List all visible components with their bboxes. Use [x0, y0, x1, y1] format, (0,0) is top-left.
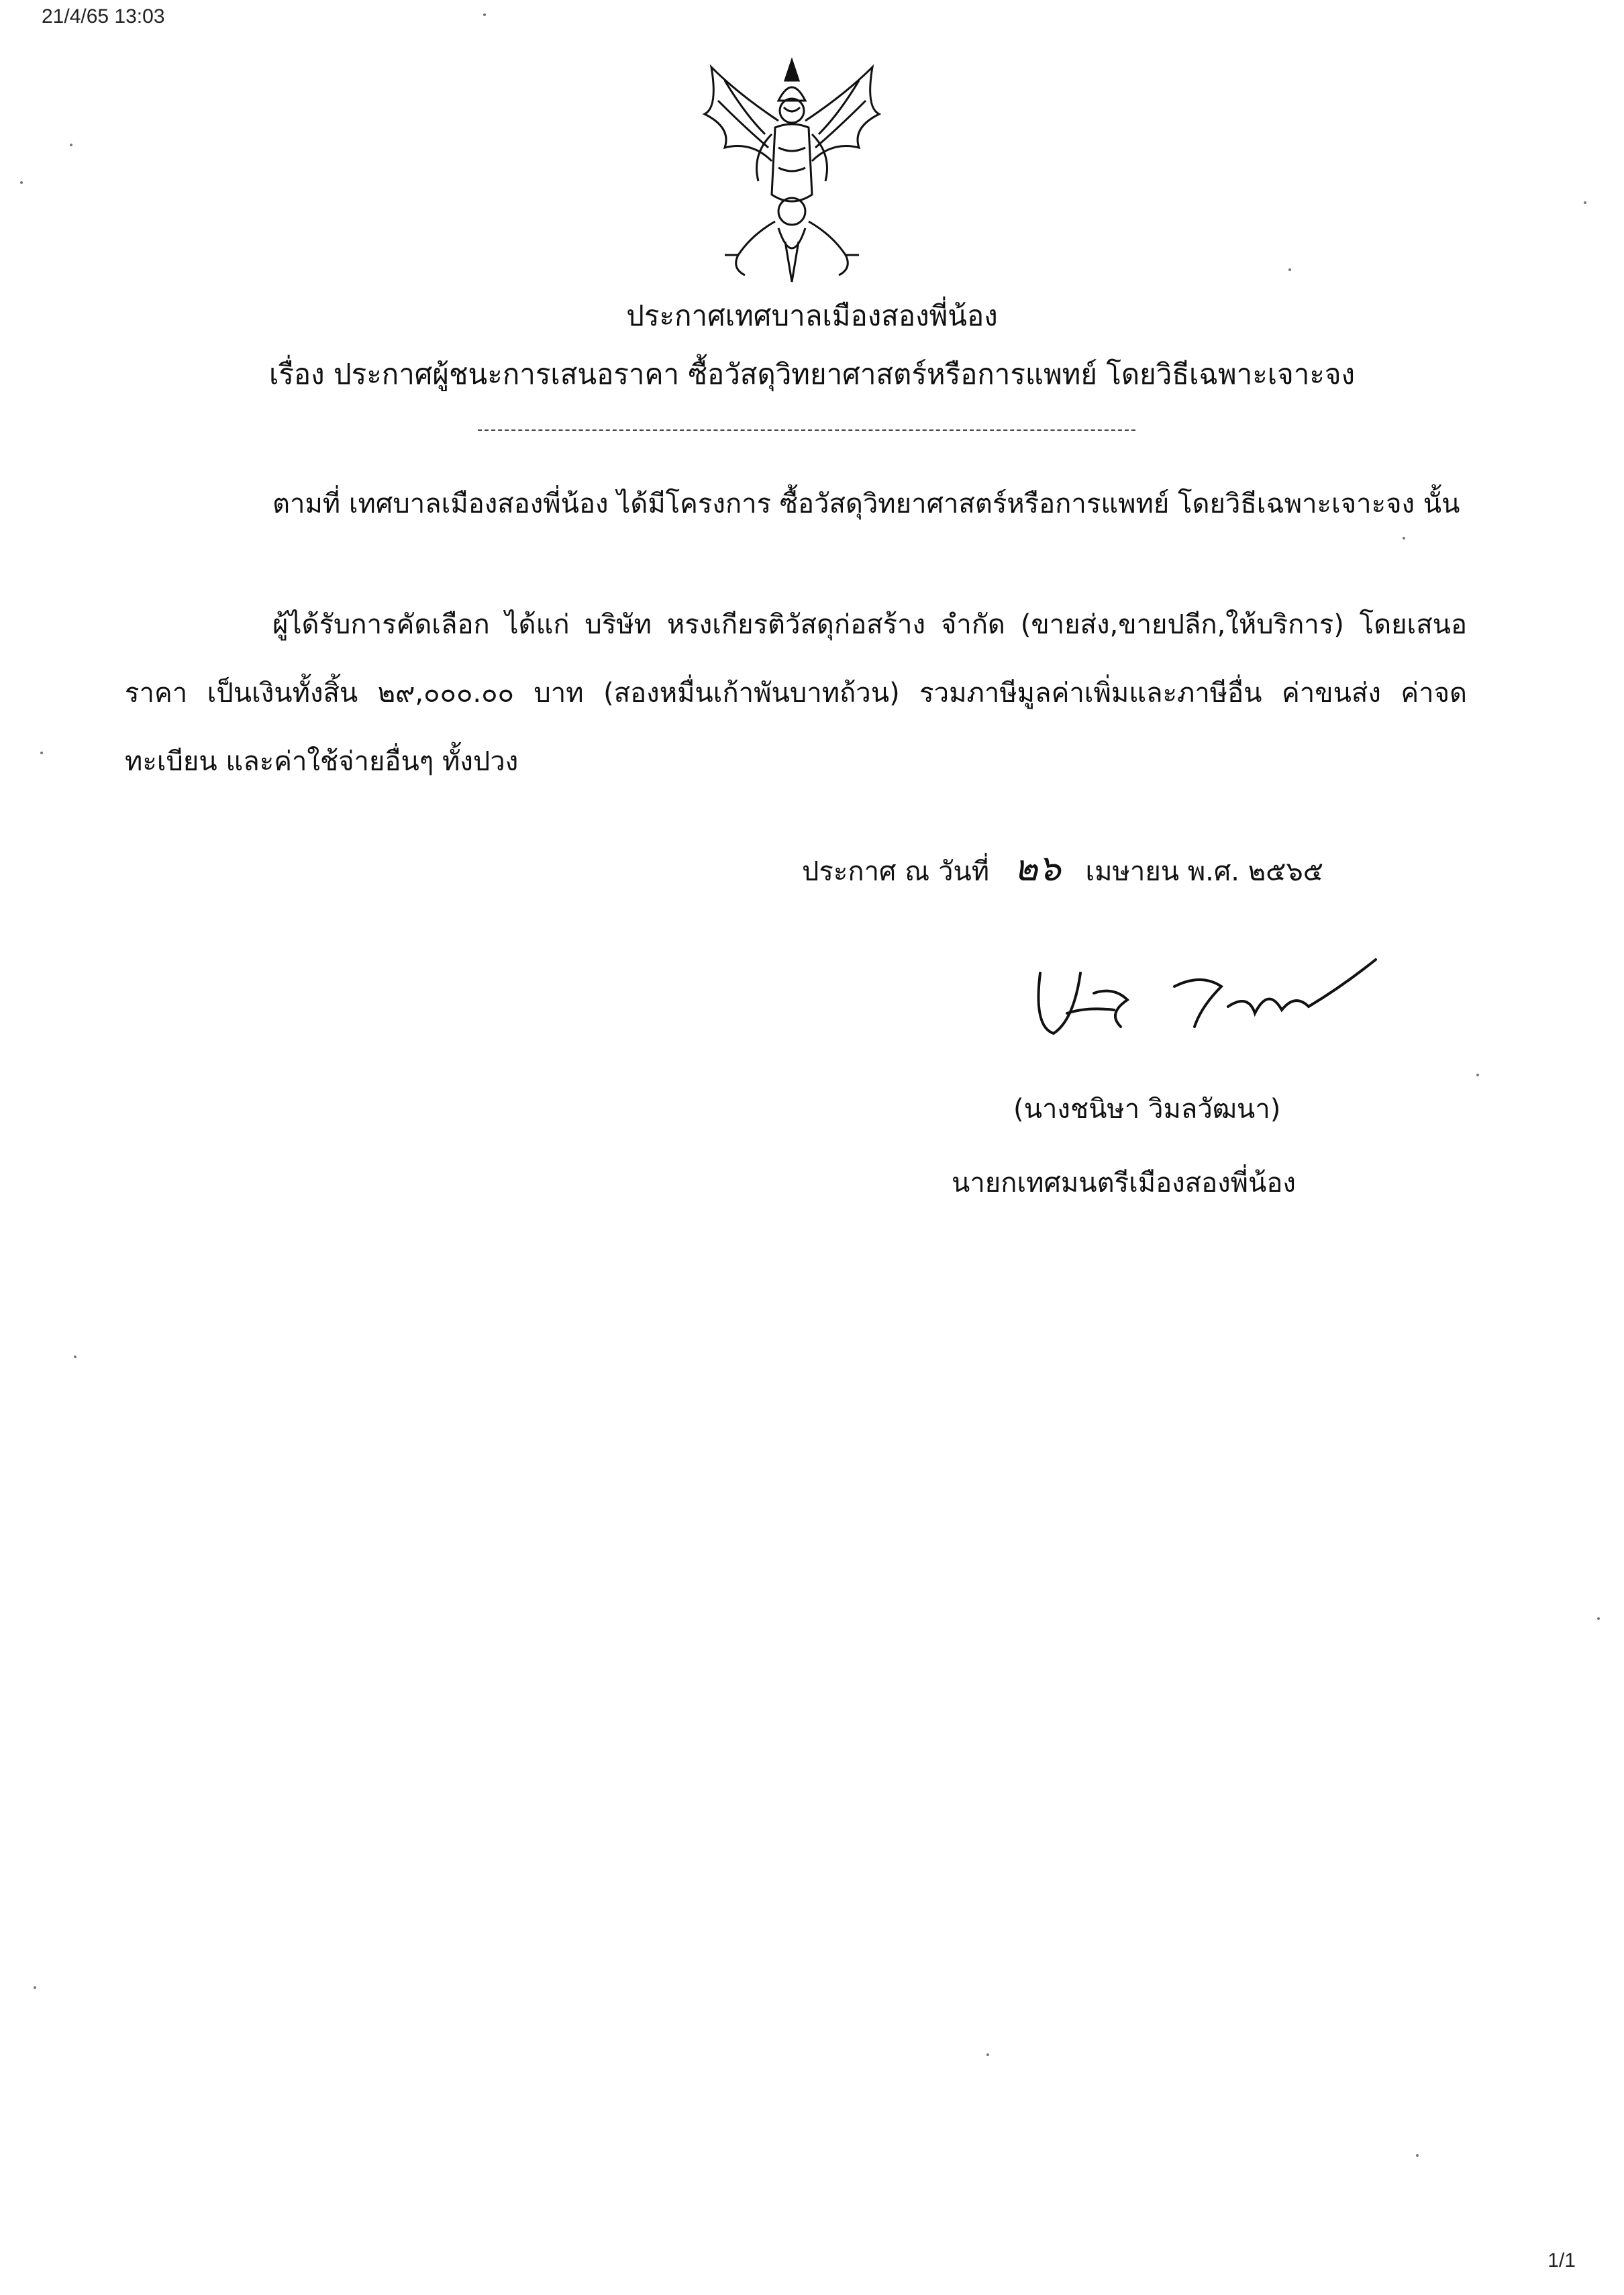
paragraph-winner: [125, 591, 1467, 796]
print-timestamp: 21/4/65 13:03: [42, 5, 165, 28]
scan-speck: [1584, 201, 1586, 204]
title-divider: [478, 429, 1135, 431]
scan-speck: [986, 2053, 989, 2056]
signer-title: นายกเทศมนตรีเมืองสองพี่น้อง: [952, 1168, 1296, 1198]
scan-speck: [483, 13, 486, 16]
scan-speck: [1597, 1617, 1600, 1620]
announcement-date: [802, 839, 1323, 897]
scan-speck: [1288, 268, 1291, 271]
paragraph-project-text: ตามที่ เทศบาลเมืองสองพี่น้อง ได้มีโครงการ ซื้อวัสดุวิทยาศาสตร์หรือการแพทย์ โดยวิธีเฉพาะเจาะจง นั้น: [272, 489, 1460, 519]
scan-speck: [34, 1986, 36, 1989]
scan-speck: [1476, 1074, 1479, 1076]
page-indicator: 1/1: [1547, 2249, 1576, 2272]
scan-speck: [74, 1356, 77, 1358]
paragraph-project: [125, 470, 1467, 538]
document-subject: เรื่อง ประกาศผู้ชนะการเสนอราคา ซื้อวัสดุวิทยาศาสตร์หรือการแพทย์ โดยวิธีเฉพาะเจาะจง: [268, 358, 1356, 391]
scan-speck: [1416, 2154, 1419, 2157]
date-suffix: เมษายน พ.ศ. ๒๕๖๕: [1085, 856, 1324, 887]
scan-speck: [70, 144, 72, 146]
document-title: ประกาศเทศบาลเมืองสองพี่น้อง: [626, 299, 998, 332]
paragraph-winner-text: ผู้ได้รับการคัดเลือก ได้แก่ บริษัท หรงเกียรติวัสดุก่อสร้าง จำกัด (ขายส่ง,ขายปลีก,ให้บริการ) โดยเสนอราคา เป็นเงินทั้งสิ้น ๒๙,๐๐๐.๐๐ บาท (สองหมื่นเก้าพันบาทถ้วน) รวมภาษีมูลค่าเพิ่มและภาษีอื่น ค่าขนส่ง ค่าจดทะเบียน และค่าใช้จ่ายอื่นๆ ทั้งปวง: [125, 609, 1467, 777]
handwritten-signature: [1027, 946, 1389, 1047]
date-day: ๒๖: [1013, 847, 1061, 889]
scan-speck: [40, 752, 43, 754]
date-prefix: ประกาศ ณ วันที่: [802, 856, 990, 887]
garuda-emblem-icon: [684, 54, 899, 289]
scan-speck: [20, 181, 23, 184]
scan-speck: [1403, 537, 1405, 540]
signer-name: (นางชนิษา วิมลวัฒนา): [1013, 1094, 1281, 1125]
